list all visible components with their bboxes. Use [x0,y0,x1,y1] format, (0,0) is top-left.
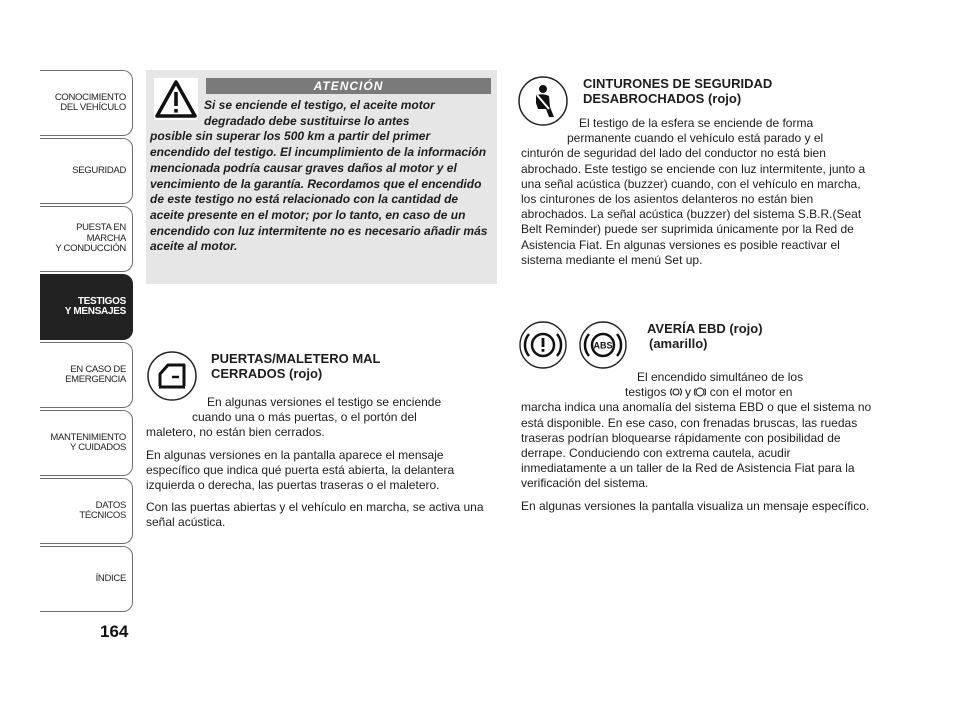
doors-title-line: PUERTAS/MALETERO MAL [211,351,381,366]
warning-box [146,70,497,284]
tab-label: CONOCIMIENTO DEL VEHÍCULO [54,91,126,113]
tab-puesta-en-marcha[interactable] [40,206,133,272]
doors-body-2: En algunas versiones en la pantalla aparece el mensaje específico que indica qué puerta está abierta, la delantera izquierda o derecha, las puertas traseras o el maletero. [146,447,455,493]
warning-line: Si se enciende el testigo, el aceite motor [204,98,435,112]
doors-text [146,395,496,538]
abs-icon-label: ABS [593,340,613,351]
tab-label: PUESTA EN MARCHA Y CONDUCCIÓN [55,222,126,255]
tab-label: EN CASO DE EMERGENCIA [65,363,126,385]
seatbelt-text [521,116,873,268]
ebd-title [647,321,763,351]
ebd-title-line: AVERÍA EBD (rojo) [647,321,763,336]
doors-line: En algunas versiones el testigo se enciende [207,395,442,409]
ebd-line [521,385,873,400]
chapter-tabs [40,70,133,614]
seatbelt-title [583,76,772,106]
tab-indice[interactable] [40,546,133,612]
tab-datos-tecnicos[interactable] [40,478,133,544]
seatbelt-line: permanente cuando el vehículo está parado y el [567,131,824,146]
brake-abs-warning-icons [517,320,629,370]
ebd-line: El encendido simultáneo de los [637,370,804,384]
warning-body: posible sin superar los 500 km a partir del primer encendido del testigo. El incumplimiento de la información mencionada podría causar graves daños al motor y el vencimiento de la garantía. Recordamos que el encendido de este testigo no está relacionado con la cantidad de aceite presente en el motor; por lo tanto, en caso de un encendido con luz intermitente no es necesario añadir más aceite al motor. [150,129,488,254]
ebd-line-part: con el motor en [709,385,793,400]
tab-emergencia[interactable] [40,342,133,408]
doors-line: maletero, no están bien cerrados. [146,425,325,440]
abs-inline-icon [694,386,706,398]
ebd-text [521,370,873,521]
seatbelt-body: cinturón de seguridad del lado del conductor no está bien abrochado. Este testigo se enciende con luz intermitente, junto a una señal acústica (buzzer) cuando, con el vehículo en marcha, los cinturones de los asientos delanteros no están bien abrochados. La señal acústica (buzzer) del sistema S.B.R.(Seat Belt Reminder) puede ser suprimida únicamente por la Red de Asistencia Fiat. En algunas versiones es posible reactivar el sistema mediante el menú Set up. [521,146,866,267]
tab-mantenimiento[interactable] [40,410,133,476]
tab-label: TESTIGOS Y MENSAJES [64,295,126,317]
page-number: 164 [100,622,129,641]
ebd-line-part: y [685,385,692,400]
tab-testigos[interactable] [40,274,133,340]
warning-title: ATENCIÓN [206,78,491,94]
ebd-title-line: (amarillo) [649,336,708,351]
tab-conocimiento[interactable] [40,70,133,136]
doors-body-3: Con las puertas abiertas y el vehículo en marcha, se activa una señal acústica. [146,500,484,530]
tab-seguridad[interactable] [40,138,133,204]
doors-title [211,351,380,381]
doors-line: cuando una o más puertas, o el portón del [192,410,417,425]
doors-title-line: CERRADOS (rojo) [211,366,323,381]
brake-warning-inline-icon [670,386,682,398]
warning-line: degradado debe sustituirse lo antes [204,113,410,128]
seatbelt-title-line: DESABROCHADOS (rojo) [583,91,742,106]
ebd-body: marcha indica una anomalía del sistema EBD o que el sistema no está disponible. En ese caso, con frenadas bruscas, las ruedas traseras podrían bloquearse rápidamente con posibilidad de derrape. Conduciendo con extrema cautela, acudir inmediatamente a un taller de la Red de Asistencia Fiat para la verificación del sistema. [521,400,872,491]
ebd-line-part: testigos [625,385,667,400]
tab-label: DATOS TÉCNICOS [79,499,126,521]
seatbelt-line: El testigo de la esfera se enciende de forma [579,116,814,130]
tab-label: SEGURIDAD [72,164,126,176]
ebd-body-2: En algunas versiones la pantalla visualiza un mensaje específico. [521,498,870,513]
tab-label: ÍNDICE [95,572,126,584]
tab-label: MANTENIMIENTO Y CUIDADOS [50,431,126,453]
warning-text [150,98,490,255]
seatbelt-title-line: CINTURONES DE SEGURIDAD [583,76,773,91]
